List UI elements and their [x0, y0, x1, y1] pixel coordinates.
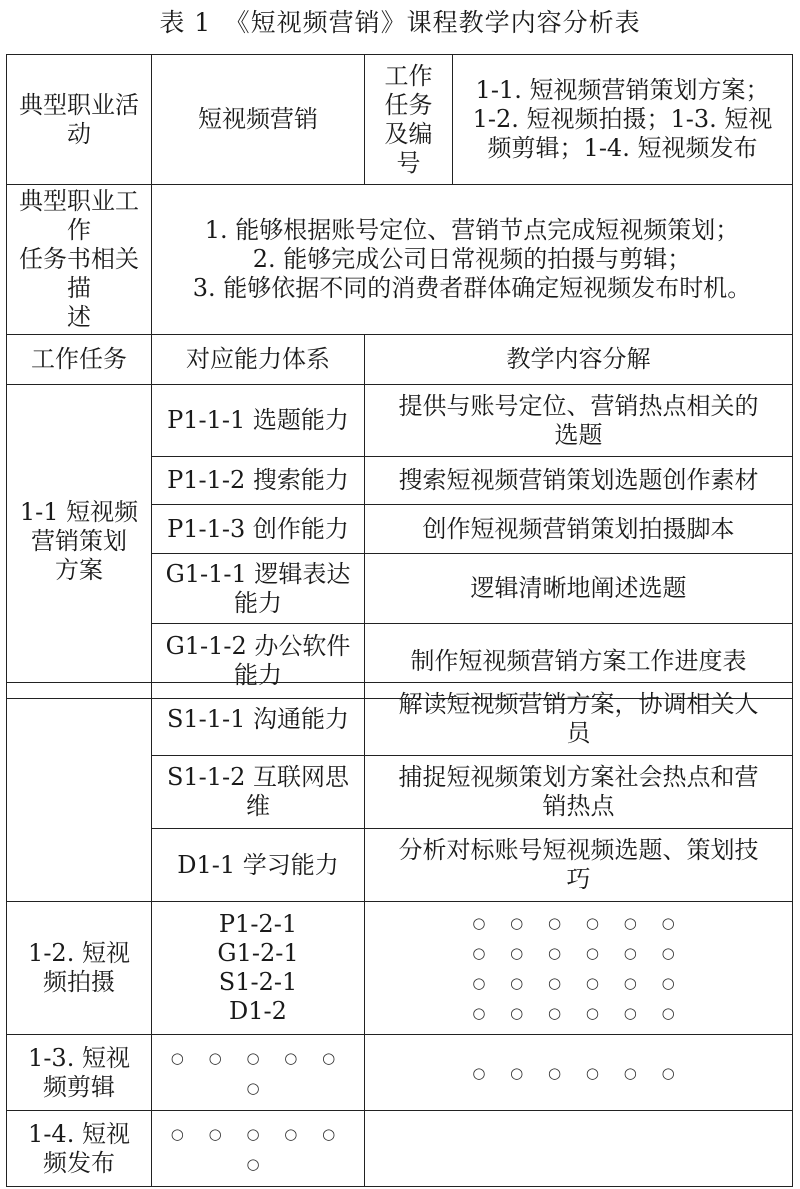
cell-text-line: 1-3. 短视: [28, 1043, 130, 1072]
cell-text-line: 方案: [55, 556, 103, 584]
column-header-content: 教学内容分解: [365, 335, 793, 385]
ability-cell: [152, 829, 365, 902]
table-row: [7, 185, 793, 335]
cell-text-line: 频剪辑；1-4. 短视频发布: [487, 134, 758, 162]
cell-text-line: P1-1-3 创作能力: [167, 514, 349, 543]
ability-cell: [152, 554, 365, 624]
cell-text-line: G1-2-1: [217, 939, 299, 967]
content-cell: [365, 554, 793, 624]
cell-text-line: 3. 能够依据不同的消费者群体确定短视频发布时机。: [192, 274, 752, 302]
cell-text-line: P1-1-2 搜索能力: [167, 466, 349, 494]
cell-text-line: G1-1-2 办公软件: [165, 632, 351, 660]
ability-cell: [152, 505, 365, 554]
content-cell: [365, 457, 793, 505]
column-header-ability: 对应能力体系: [152, 335, 365, 385]
cell-text-line: 典型职业工作: [19, 187, 139, 244]
table-row: [7, 1035, 793, 1111]
task-1-1-cell: [7, 385, 152, 699]
table-caption: 表 1 《短视频营销》课程教学内容分析表: [159, 8, 641, 37]
cell-text-line: D1-1 学习能力: [177, 850, 339, 879]
cell-text-line: 任务书相关描: [19, 245, 139, 302]
task-1-1-continued-cell: [7, 683, 152, 902]
cell-text-line: ○ ○ ○ ○ ○ ○: [472, 944, 685, 962]
ability-cell: [152, 385, 365, 457]
cell-text-line: 频拍摄: [43, 968, 115, 996]
cell-text-line: 创作短视频营销策划拍摄脚本: [422, 514, 735, 543]
cell-text-line: 典型职业活动: [19, 90, 139, 148]
content-placeholder-cell: [365, 1035, 793, 1111]
cell-text-line: 工作: [384, 61, 433, 90]
activity-label-cell: [7, 55, 152, 185]
cell-text-line: D1-2: [229, 997, 287, 1025]
table-row: [7, 385, 793, 457]
cell-text-line: ○ ○ ○ ○ ○ ○: [472, 974, 685, 992]
cell-text-line: 号: [396, 148, 421, 177]
cell-text-line: 及编: [384, 119, 433, 148]
ability-cell: [152, 756, 365, 829]
cell-text-line: 搜索短视频营销策划选题创作素材: [398, 466, 759, 494]
cell-text-line: 逻辑清晰地阐述选题: [470, 574, 687, 602]
cell-text-line: 1-1 短视频: [19, 498, 139, 526]
column-header-row: [7, 335, 793, 385]
placeholder-dots: ○ ○ ○ ○ ○ ○: [170, 1048, 346, 1097]
cell-text-line: G1-1-1 逻辑表达: [165, 559, 351, 588]
cell-text-line: 2. 能够完成公司日常视频的拍摄与剪辑；: [252, 245, 692, 273]
ability-cell: [152, 902, 365, 1035]
activity-value-cell: 短视频营销: [152, 55, 365, 185]
cell-text-line: 1-2. 短视频拍摄；1-3. 短视: [472, 105, 773, 133]
cell-text-line: 述: [67, 303, 91, 331]
task-1-2-cell: [7, 902, 152, 1035]
cell-text-line: P1-2-1: [218, 910, 298, 938]
cell-text-line: 销热点: [542, 792, 615, 820]
task-no-label-cell: [365, 55, 453, 185]
table-row: [7, 1111, 793, 1187]
cell-text-line: P1-1-1 选题能力: [167, 406, 349, 434]
cell-text-line: ○ ○ ○ ○ ○ ○: [472, 1004, 685, 1022]
cell-text-line: 巧: [566, 865, 591, 893]
cell-text-line: 1-1. 短视频营销策划方案；: [475, 76, 770, 104]
task-1-4-cell: [7, 1111, 152, 1187]
cell-text-line: 维: [246, 792, 270, 820]
placeholder-dots: ○ ○ ○ ○ ○ ○: [170, 1124, 346, 1173]
analysis-table-part2: [6, 682, 793, 1187]
content-placeholder-cell: [365, 1111, 793, 1187]
analysis-table-part1: [6, 54, 793, 699]
cell-text-line: 能力: [234, 588, 282, 617]
cell-text-line: S1-1-2 互联网思: [166, 763, 350, 791]
content-cell: [365, 385, 793, 457]
task-1-3-cell: [7, 1035, 152, 1111]
content-cell: [365, 505, 793, 554]
table-row: [7, 902, 793, 1035]
cell-text-line: S1-1-1 沟通能力: [166, 704, 350, 733]
cell-text-line: 选题: [554, 420, 603, 449]
cell-text-line: 1-4. 短视: [28, 1119, 130, 1148]
table-row: [7, 683, 793, 756]
content-cell: [365, 829, 793, 902]
description-label-cell: [7, 185, 152, 335]
ability-placeholder-cell: [152, 1035, 365, 1111]
cell-text-line: 任务: [384, 90, 433, 119]
content-cell: [365, 756, 793, 829]
cell-text-line: 分析对标账号短视频选题、策划技: [398, 836, 759, 864]
ability-cell: [152, 457, 365, 505]
cell-text-line: 员: [566, 719, 591, 747]
ability-cell: [152, 683, 365, 756]
ability-placeholder-cell: [152, 1111, 365, 1187]
cell-text-line: 频剪辑: [43, 1072, 115, 1101]
cell-text-line: 1. 能够根据账号定位、营销节点完成短视频策划；: [204, 216, 740, 244]
placeholder-dots: ○ ○ ○ ○ ○ ○: [472, 1063, 685, 1082]
cell-text-line: 制作短视频营销方案工作进度表: [410, 646, 747, 675]
task-list-cell: [453, 55, 793, 185]
cell-text-line: 能力: [234, 661, 282, 689]
cell-text-line: 1-2. 短视: [28, 939, 130, 967]
cell-text-line: S1-2-1: [218, 968, 298, 996]
cell-text-line: 解读短视频营销方案，协调相关人: [398, 690, 759, 718]
table-row: [7, 55, 793, 185]
description-value-cell: [152, 185, 793, 335]
cell-text-line: 提供与账号定位、营销热点相关的: [398, 391, 759, 420]
content-placeholder-cell: [365, 902, 793, 1035]
cell-text-line: ○ ○ ○ ○ ○ ○: [472, 914, 685, 932]
cell-text-line: 捕捉短视频策划方案社会热点和营: [398, 763, 759, 791]
column-header-task: 工作任务: [7, 335, 152, 385]
content-cell: [365, 683, 793, 756]
cell-text-line: 营销策划: [31, 527, 127, 555]
cell-text-line: 频发布: [43, 1148, 115, 1177]
